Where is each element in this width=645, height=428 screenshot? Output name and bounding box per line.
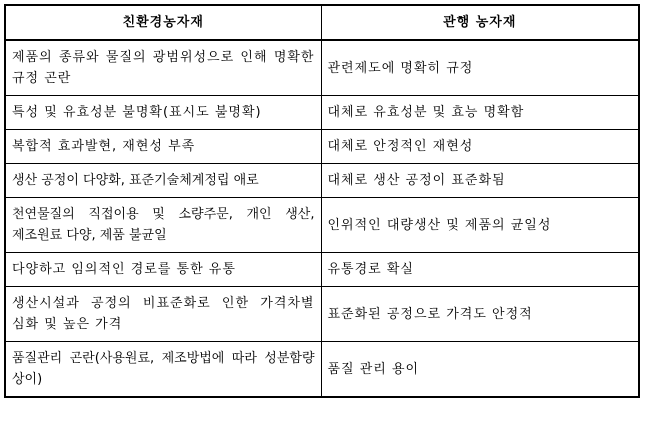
- table-cell-eco: 생산 공정이 다양화, 표준기술체계정립 애로: [5, 164, 321, 198]
- table-cell-conventional: 대체로 안정적인 재현성: [321, 130, 639, 164]
- table-cell-conventional: 품질 관리 용이: [321, 342, 639, 398]
- header-conventional-materials: 관행 농자재: [321, 5, 639, 40]
- table-cell-eco: 품질관리 곤란(사용원료, 제조방법에 따라 성분함량 상이): [5, 342, 321, 398]
- table-row: [5, 130, 639, 164]
- table-cell-conventional: 대체로 유효성분 및 효능 명확함: [321, 96, 639, 130]
- table-cell-eco: 특성 및 유효성분 불명확(표시도 불명확): [5, 96, 321, 130]
- table-header-row: [5, 5, 639, 40]
- table-row: [5, 253, 639, 287]
- table-row: [5, 96, 639, 130]
- table-cell-conventional: 유통경로 확실: [321, 253, 639, 287]
- table-cell-conventional: 인위적인 대량생산 및 제품의 균일성: [321, 198, 639, 253]
- comparison-table-container: [4, 4, 638, 398]
- header-eco-friendly-materials: 친환경농자재: [5, 5, 321, 40]
- table-row: [5, 198, 639, 253]
- comparison-table: [4, 4, 640, 398]
- table-cell-conventional: 표준화된 공정으로 가격도 안정적: [321, 287, 639, 342]
- table-row: [5, 40, 639, 96]
- table-cell-eco: 복합적 효과발현, 재현성 부족: [5, 130, 321, 164]
- table-cell-eco: 천연물질의 직접이용 및 소량주문, 개인 생산, 제조원료 다양, 제품 불균일: [5, 198, 321, 253]
- table-cell-conventional: 관련제도에 명확히 규정: [321, 40, 639, 96]
- table-cell-eco: 다양하고 임의적인 경로를 통한 유통: [5, 253, 321, 287]
- table-row: [5, 287, 639, 342]
- table-cell-conventional: 대체로 생산 공정이 표준화됨: [321, 164, 639, 198]
- table-cell-eco: 생산시설과 공정의 비표준화로 인한 가격차별 심화 및 높은 가격: [5, 287, 321, 342]
- table-row: [5, 342, 639, 398]
- table-cell-eco: 제품의 종류와 물질의 광범위성으로 인해 명확한 규정 곤란: [5, 40, 321, 96]
- table-row: [5, 164, 639, 198]
